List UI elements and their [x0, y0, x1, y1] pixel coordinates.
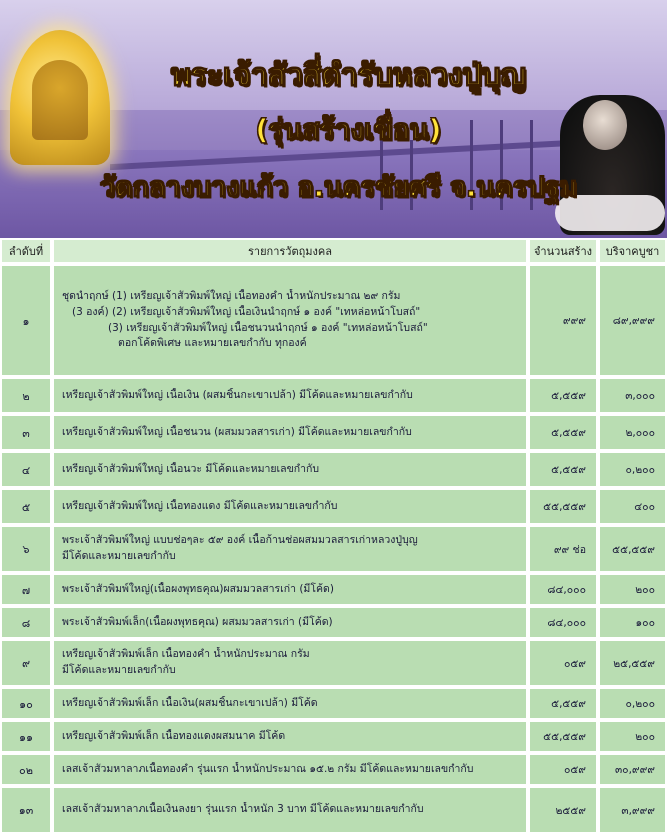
row-description-line: พระเจ้าสัวพิมพ์เล็ก(เนื้อผงพุทธคุณ) ผสมมวลสารเก่า (มีโค้ด): [62, 615, 333, 628]
row-price: ๓,๙๙๙: [598, 786, 667, 834]
table-row: [0, 786, 667, 834]
row-price: ๔๐๐: [598, 488, 667, 525]
row-price: ๕๕,๕๕๙: [598, 525, 667, 573]
row-description: [52, 414, 528, 451]
row-description-line: (3 องค์) (2) เหรียญเจ้าสัวพิมพ์ใหญ่ เนื้อเงินนำฤกษ์ ๑ องค์ "เทหล่อหน้าโบสถ์": [72, 305, 421, 318]
row-description: [52, 451, 528, 488]
row-price: ๒๐๐: [598, 720, 667, 753]
banner-temple-location: วัดกลางบางแก้ว อ.นครชัยศรี จ.นครปฐม: [99, 172, 578, 203]
table-row: [0, 720, 667, 753]
table-header-row: [0, 238, 667, 264]
header-qty: จำนวนสร้าง: [528, 238, 598, 264]
banner-title: พระเจ้าสัวสี่ตำรับหลวงปู่บุญ: [171, 58, 526, 93]
table-row: [0, 753, 667, 786]
row-quantity: ๕,๕๕๙: [528, 451, 598, 488]
amulet-price-table: [0, 238, 667, 817]
row-number: ๗: [0, 573, 52, 606]
row-price: ๐,๒๐๐: [598, 687, 667, 720]
row-number: ๑๓: [0, 786, 52, 834]
row-number: ๑๑: [0, 720, 52, 753]
row-description: [52, 573, 528, 606]
header-no: ลำดับที่: [0, 238, 52, 264]
row-description: [52, 753, 528, 786]
row-description-line: พระเจ้าสัวพิมพ์ใหญ่ แบบช่อๆละ ๕๙ องค์ เนื้อก้านช่อผสมมวลสารเก่าหลวงปู่บุญ: [62, 534, 418, 547]
row-description: [52, 639, 528, 687]
header-price: บริจาคบูชา: [598, 238, 667, 264]
table-row: [0, 639, 667, 687]
row-description: [52, 687, 528, 720]
row-description-line: เหรียญเจ้าสัวพิมพ์เล็ก เนื้อทองแดงผสมนาค มีโค้ด: [62, 729, 286, 742]
banner-subtitle: (รุ่นสร้างเขื่อน): [255, 113, 442, 146]
table-row: [0, 525, 667, 573]
row-price: ๑๐๐: [598, 606, 667, 639]
row-number: ๑๐: [0, 687, 52, 720]
row-price: ๐,๒๐๐: [598, 451, 667, 488]
row-quantity: ๕,๕๕๙: [528, 414, 598, 451]
table-row: [0, 687, 667, 720]
row-description: [52, 786, 528, 834]
row-number: ๖: [0, 525, 52, 573]
row-quantity: ๘๔,๐๐๐: [528, 573, 598, 606]
header-banner: [0, 0, 667, 238]
row-description: [52, 606, 528, 639]
table-row: [0, 414, 667, 451]
row-number: ๕: [0, 488, 52, 525]
row-description-line: ตอกโค้ดพิเศษ และหมายเลขกำกับ ทุกองค์: [118, 337, 307, 350]
row-description: [52, 264, 528, 377]
row-number: ๑: [0, 264, 52, 377]
row-description-line: เหรียญเจ้าสัวพิมพ์ใหญ่ เนื้อชนวน (ผสมมวลสารเก่า) มีโค้ดและหมายเลขกำกับ: [62, 425, 412, 438]
row-description-line: มีโค้ดและหมายเลขกำกับ: [62, 550, 176, 562]
table-row: [0, 573, 667, 606]
row-quantity: ๕,๕๕๙: [528, 687, 598, 720]
row-price: ๒,๐๐๐: [598, 414, 667, 451]
row-price: ๓,๐๐๐: [598, 377, 667, 414]
row-number: ๔: [0, 451, 52, 488]
table-body: [0, 264, 667, 834]
row-quantity: ๙๙ ช่อ: [528, 525, 598, 573]
table-row: [0, 606, 667, 639]
row-price: ๓๐,๙๙๙: [598, 753, 667, 786]
row-number: ๒: [0, 377, 52, 414]
row-description: [52, 525, 528, 573]
row-description-line: เหรียญเจ้าสัวพิมพ์ใหญ่ เนื้อนวะ มีโค้ดและหมายเลขกำกับ: [62, 462, 320, 475]
row-price: ๘๙,๙๙๙: [598, 264, 667, 377]
row-number: ๓: [0, 414, 52, 451]
row-description: [52, 377, 528, 414]
row-description-line: เหรียญเจ้าสัวพิมพ์ใหญ่ เนื้อเงิน (ผสมชิ้นกะเขาเปล้า) มีโค้ดและหมายเลขกำกับ: [62, 388, 413, 401]
row-quantity: ๒๕๕๙: [528, 786, 598, 834]
row-description: [52, 720, 528, 753]
table-row: [0, 488, 667, 525]
table-row: [0, 451, 667, 488]
row-description-line: มีโค้ดและหมายเลขกำกับ: [62, 664, 176, 676]
row-number: ๐๒: [0, 753, 52, 786]
table-row: [0, 264, 667, 377]
header-item: รายการวัตถุมงคล: [52, 238, 528, 264]
row-quantity: ๕๕,๕๕๙: [528, 720, 598, 753]
row-quantity: ๐๕๙: [528, 639, 598, 687]
row-description-line: เหรียญเจ้าสัวพิมพ์ใหญ่ เนื้อทองแดง มีโค้ดและหมายเลขกำกับ: [62, 499, 338, 512]
row-quantity: ๘๔,๐๐๐: [528, 606, 598, 639]
row-quantity: ๕๕,๕๕๙: [528, 488, 598, 525]
row-price: ๒๕,๕๕๙: [598, 639, 667, 687]
row-description-line: เหรียญเจ้าสัวพิมพ์เล็ก เนื้อเงิน(ผสมชิ้นกะเขาเปล้า) มีโค้ด: [62, 696, 318, 709]
row-description: [52, 488, 528, 525]
row-number: ๙: [0, 639, 52, 687]
row-description-line: เลสเจ้าสัวมหาลาภเนื้อเงินลงยา รุ่นแรก น้ำหนัก 3 บาท มีโค้ดและหมายเลขกำกับ: [62, 803, 424, 816]
row-description-line: เลสเจ้าสัวมหาลาภเนื้อทองคำ รุ่นแรก น้ำหนักประมาณ ๑๕.๒ กรัม มีโค้ดและหมายเลขกำกับ: [62, 762, 474, 775]
row-quantity: ๕,๕๕๙: [528, 377, 598, 414]
row-quantity: ๙๙๙: [528, 264, 598, 377]
price-table: [0, 238, 667, 834]
row-number: ๘: [0, 606, 52, 639]
row-price: ๒๐๐: [598, 573, 667, 606]
row-description-line: พระเจ้าสัวพิมพ์ใหญ่(เนื้อผงพุทธคุณ)ผสมมวลสารเก่า (มีโค้ด): [62, 582, 334, 595]
row-quantity: ๐๕๙: [528, 753, 598, 786]
row-description-line: ชุดนำฤกษ์ (1) เหรียญเจ้าสัวพิมพ์ใหญ่ เนื้อทองคำ น้ำหนักประมาณ ๒๙ กรัม: [62, 290, 401, 302]
row-description-line: (3) เหรียญเจ้าสัวพิมพ์ใหญ่ เนื้อชนวนนำฤกษ์ ๑ องค์ "เทหล่อหน้าโบสถ์": [108, 321, 428, 334]
table-row: [0, 377, 667, 414]
row-description-line: เหรียญเจ้าสัวพิมพ์เล็ก เนื้อทองคำ น้ำหนักประมาณ กรัม: [62, 648, 310, 661]
